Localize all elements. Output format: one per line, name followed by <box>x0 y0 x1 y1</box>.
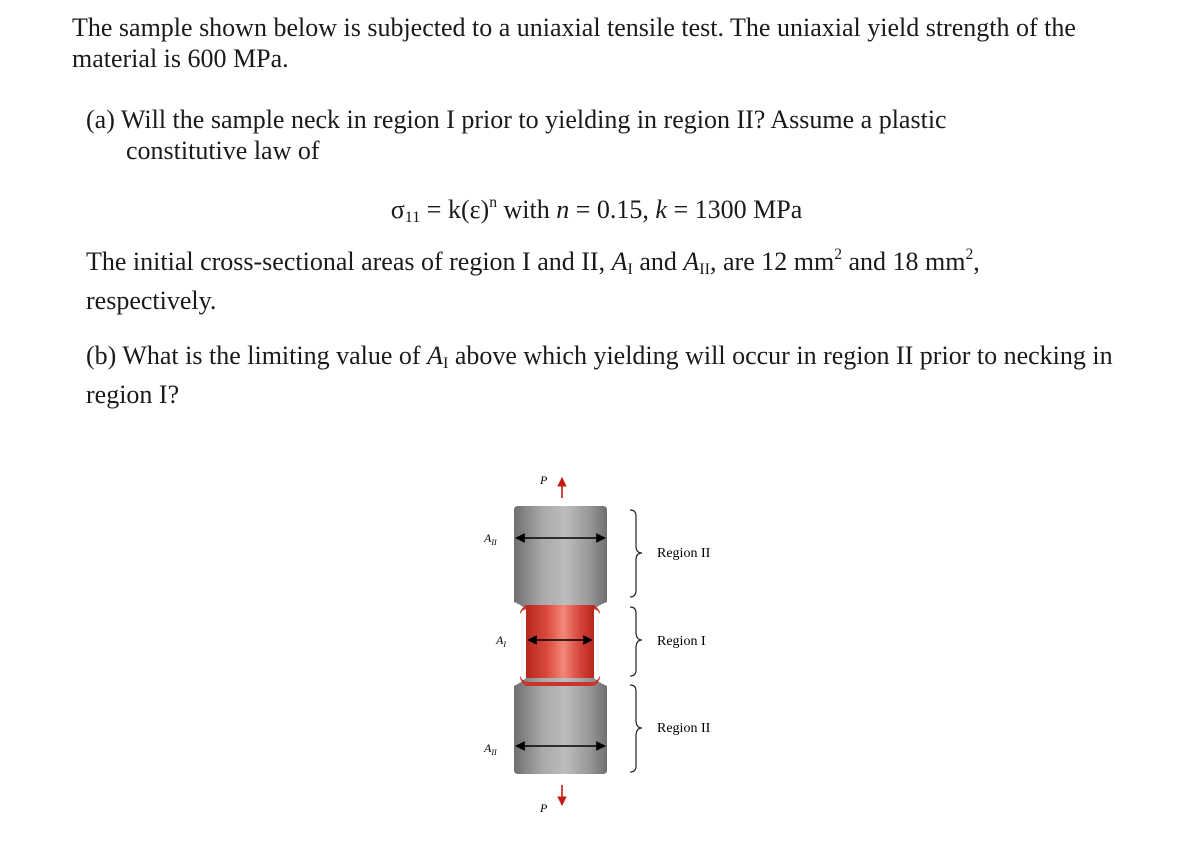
areas-t5: , <box>973 247 980 276</box>
intro-text: The sample shown below is subjected to a uniaxial tensile test. The uniaxial yield strength of the material is 600 MPa. <box>72 13 1076 73</box>
load-label-bottom: P <box>540 801 548 815</box>
areas-statement <box>86 246 1146 316</box>
area-label-mid: $A_I$ <box>496 633 507 649</box>
area-label-bottom: $A_{II}$ <box>484 741 497 757</box>
eq-sigma: σ <box>390 195 405 224</box>
areas-sq2: 2 <box>965 246 974 264</box>
eq-sigma-sub: 11 <box>404 209 421 227</box>
part-a-line1: Will the sample neck in region I prior to yielding in region II? Assume a plastic <box>120 105 947 134</box>
specimen-top-section <box>514 506 607 610</box>
region-label-bottom: Region II <box>657 721 711 736</box>
bracket-region-top <box>630 510 642 597</box>
areas-a1: A <box>611 247 628 276</box>
part-b-t2: above which yielding will occur in region II prior to necking in region I? <box>86 341 1113 410</box>
eq-with: with <box>497 195 557 224</box>
region-label-top: Region II <box>657 546 711 561</box>
part-b-t1: (b) What is the limiting value of <box>86 341 428 370</box>
region-label-mid: Region I <box>657 634 706 649</box>
area-label-top: $A_{II}$ <box>484 531 497 547</box>
load-label-top: P <box>540 473 548 487</box>
constitutive-equation <box>0 194 1179 233</box>
areas-t4: and 18 mm <box>842 247 966 276</box>
part-b-a-sub: I <box>442 355 449 373</box>
eq-exponent: n <box>489 194 497 212</box>
eq-k-val: = 1300 MPa <box>666 195 803 224</box>
areas-t6: respectively. <box>86 286 217 316</box>
eq-k-var: k <box>655 195 667 224</box>
part-a-line2: constitutive law of <box>126 136 320 165</box>
eq-n-var: n <box>556 195 570 224</box>
part-a-label: (a) <box>86 105 115 134</box>
areas-a2: A <box>683 247 700 276</box>
problem-intro <box>72 12 1132 74</box>
bracket-region-mid <box>630 607 642 676</box>
specimen-bottom-section <box>514 678 607 774</box>
areas-t3: , are 12 mm <box>710 247 835 276</box>
part-b-a: A <box>427 341 443 370</box>
areas-t1: The initial cross-sectional areas of region I and II, <box>86 247 612 276</box>
areas-a2-sub: II <box>699 261 711 279</box>
bracket-region-bottom <box>630 685 642 772</box>
tensile-sample-figure <box>470 460 770 830</box>
part-a-question <box>86 104 1146 166</box>
areas-a1-sub: I <box>627 261 633 279</box>
areas-sq1: 2 <box>834 246 842 264</box>
eq-rhs: = k(ε) <box>420 195 490 224</box>
areas-t2: and <box>632 247 684 276</box>
part-b-question <box>86 340 1156 410</box>
eq-n-val: = 0.15, <box>569 195 656 224</box>
specimen-neck-section <box>526 605 594 682</box>
